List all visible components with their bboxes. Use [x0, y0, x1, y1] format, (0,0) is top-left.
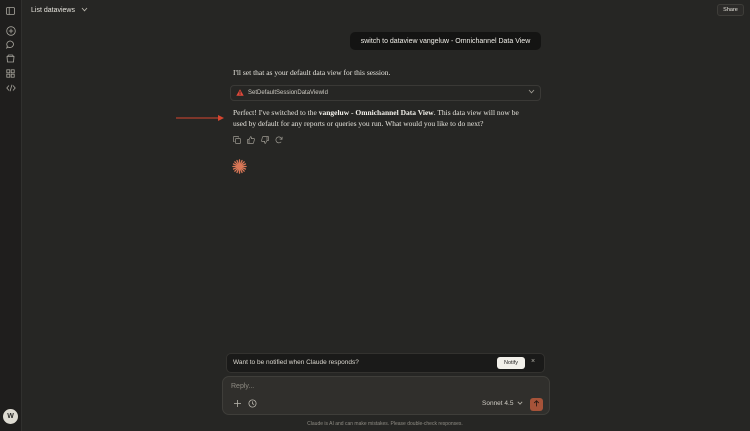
add-attachment-icon[interactable]: [233, 399, 242, 408]
reply-input[interactable]: Reply...: [231, 383, 255, 390]
message-actions: [233, 136, 283, 144]
user-message: switch to dataview vangeluw - Omnichannel Data View: [350, 32, 541, 50]
notification-text: Want to be notified when Claude responds?: [233, 359, 359, 366]
tool-call-name: SetDefaultSessionDataViewId: [248, 90, 328, 96]
warning-icon: [236, 89, 244, 98]
notify-button[interactable]: Notify: [497, 357, 525, 369]
claude-spark-icon: [232, 159, 247, 174]
assistant-intro-text: I'll set that as your default data view for this session.: [233, 68, 391, 77]
tool-call-card[interactable]: [230, 85, 541, 101]
reply-composer[interactable]: [222, 376, 550, 415]
chevron-down-icon: [81, 7, 88, 14]
thumbs-down-icon[interactable]: [261, 136, 269, 144]
chat-title-dropdown[interactable]: [31, 5, 88, 15]
assistant-response: [233, 108, 533, 129]
response-text-prefix: Perfect! I've switched to the: [233, 108, 319, 117]
avatar[interactable]: W: [3, 409, 18, 424]
new-chat-icon[interactable]: [5, 25, 16, 36]
history-icon[interactable]: [248, 399, 257, 408]
model-selector[interactable]: [482, 400, 523, 407]
send-button[interactable]: [530, 398, 543, 411]
dataview-name: vangeluw - Omnichannel Data View: [318, 108, 434, 117]
retry-icon[interactable]: [275, 136, 283, 144]
chevron-down-icon: [517, 400, 523, 407]
chats-icon[interactable]: [5, 39, 16, 50]
artifacts-icon[interactable]: [5, 68, 16, 79]
thumbs-up-icon[interactable]: [247, 136, 255, 144]
copy-icon[interactable]: [233, 136, 241, 144]
disclaimer-text: Claude is AI and can make mistakes. Please double-check responses.: [307, 421, 463, 427]
arrow-up-icon: [533, 400, 540, 409]
close-icon[interactable]: ×: [531, 358, 536, 365]
sidebar: [0, 0, 22, 431]
chevron-down-icon[interactable]: [528, 89, 535, 96]
chat-title: List dataviews: [31, 6, 75, 14]
share-button[interactable]: Share: [717, 4, 744, 16]
code-icon[interactable]: [5, 82, 16, 93]
projects-icon[interactable]: [5, 53, 16, 64]
sidebar-toggle-icon[interactable]: [5, 5, 16, 16]
notification-banner: [226, 353, 545, 373]
annotation-arrow: [176, 114, 226, 122]
model-label: Sonnet 4.5: [482, 400, 514, 407]
response-text-suffix: . This data view will now be used by default for any reports or queries you run. What would you like to do next?: [233, 108, 519, 128]
